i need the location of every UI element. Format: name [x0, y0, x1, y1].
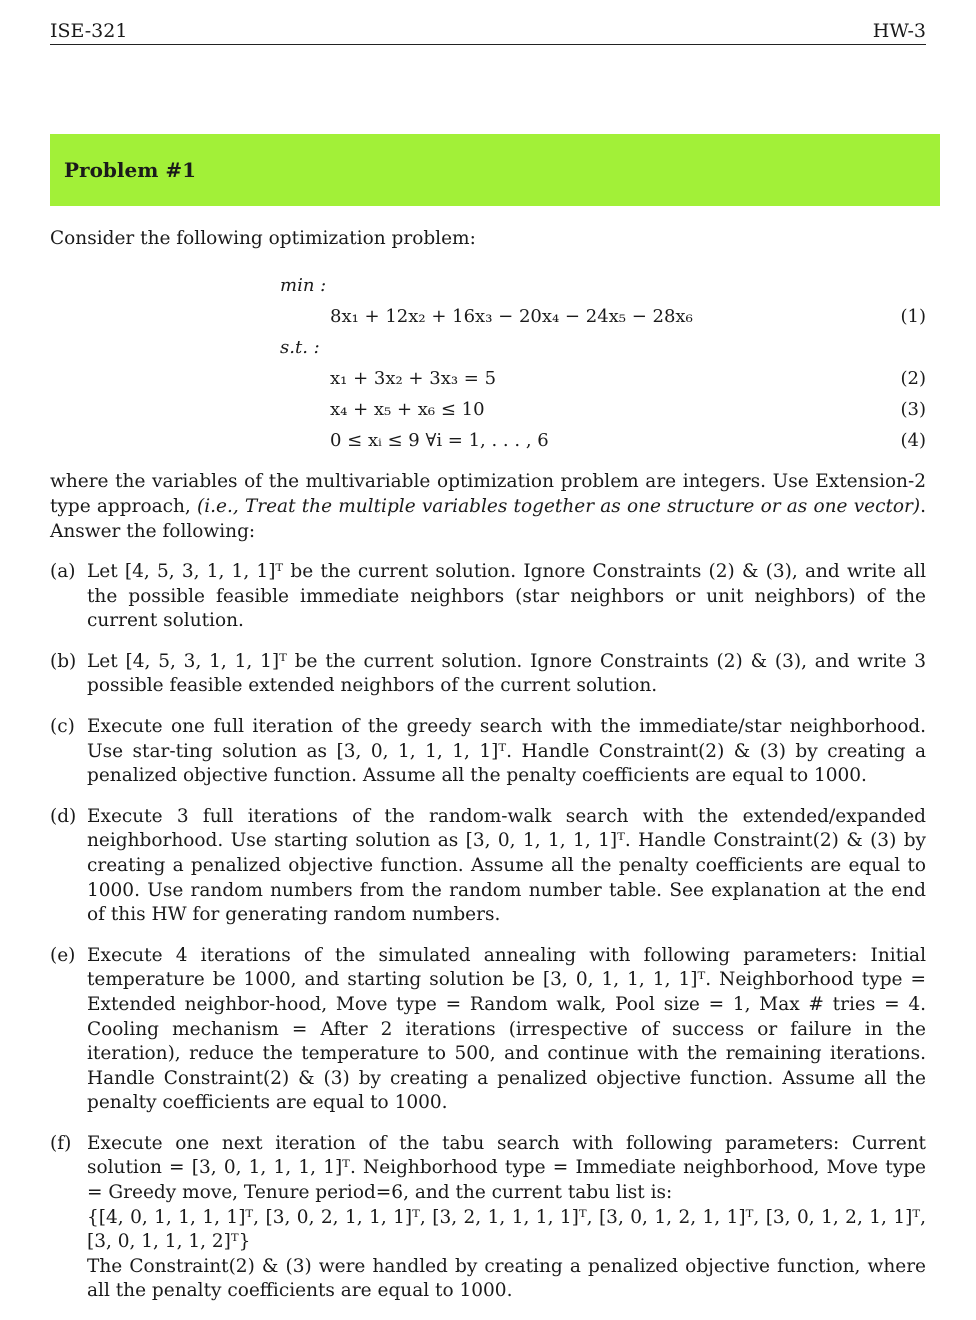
instructions-italic: (i.e., Treat the multiple variables together as one structure or as one vector) — [196, 496, 921, 517]
intro-text: Consider the following optimization problem: — [50, 228, 476, 249]
constraint-expr: x₁ + 3x₂ + 3x₃ = 5 — [330, 368, 497, 389]
eq-number: (1) — [900, 306, 926, 327]
question-item — [50, 715, 926, 789]
instructions-text: where the variables of the multivariable optimization problem are integers. Use Extension-2 type approach, — [50, 471, 926, 517]
constraint-expr: 0 ≤ xᵢ ≤ 9 ∀i = 1, . . . , 6 — [330, 430, 549, 451]
st-row — [280, 332, 926, 363]
question-text: Execute 4 iterations of the simulated annealing with following parameters: Initial temperature be 1000, and starting solution be [3, 0, 1, 1, 1, 1]ᵀ. Neighborhood type = Extended neighbor-hood, Move type = Random walk, Pool size = 1, Max # tries = 4. Cooling mechanism = After 2 iterations (irrespective of success or failure in the iteration), reduce the temperature to 500, and continue with the remaining iterations. Handle Constraint(2) & (3) by creating a penalized objective function. Assume all the penalty coefficients are equal to 1000. — [87, 944, 926, 1114]
question-item — [50, 1132, 926, 1304]
min-label: min : — [280, 275, 327, 296]
tabu-list: {[4, 0, 1, 1, 1, 1]ᵀ, [3, 0, 2, 1, 1, 1]ᵀ, [3, 2, 1, 1, 1, 1]ᵀ, [3, 0, 1, 2, 1, 1]ᵀ, [3, 0, 1, 2, 1, 1]ᵀ, [3, 0, 1, 1, 1, 2]ᵀ} — [87, 1206, 926, 1253]
eq-number: (3) — [900, 399, 926, 420]
eq-number: (2) — [900, 368, 926, 389]
problem-banner — [50, 134, 940, 206]
assignment-id: HW-3 — [872, 20, 926, 42]
question-label: (f) — [50, 1132, 72, 1154]
question-text: Let [4, 5, 3, 1, 1, 1]ᵀ be the current solution. Ignore Constraints (2) & (3), and write 3 possible feasible extended neighbors of the current solution. — [87, 650, 926, 697]
st-label: s.t. : — [280, 337, 320, 358]
page-header — [50, 20, 926, 45]
course-code: ISE-321 — [50, 20, 128, 42]
formulation — [280, 270, 926, 456]
constraint-row — [280, 363, 926, 394]
question-list — [50, 560, 926, 1320]
instructions-tail: . Answer the following: — [50, 496, 926, 542]
question-text: Execute one full iteration of the greedy search with the immediate/star neighborhood. Use star-ting solution as [3, 0, 1, 1, 1, 1]ᵀ. Handle Constraint(2) & (3) by creating a penalized objective function. Assume all the penalty coefficients are equal to 1000. — [87, 715, 926, 787]
constraint-row — [280, 425, 926, 456]
question-text: Execute 3 full iterations of the random-walk search with the extended/expanded neighborhood. Use starting solution as [3, 0, 1, 1, 1, 1]ᵀ. Handle Constraint(2) & (3) by creating a penalized objective function. Assume all the penalty coefficients are equal to 1000. Use random numbers from the random number table. See explanation at the end of this HW for generating random numbers. — [87, 805, 926, 926]
question-item — [50, 650, 926, 699]
constraint-expr: x₄ + x₅ + x₆ ≤ 10 — [330, 399, 485, 420]
constraint-row — [280, 394, 926, 425]
question-text: Let [4, 5, 3, 1, 1, 1]ᵀ be the current solution. Ignore Constraints (2) & (3), and write all the possible feasible immediate neighbors (star neighbors or unit neighbors) of the current solution. — [87, 561, 926, 632]
problem-title: Problem #1 — [64, 158, 197, 182]
eq-number: (4) — [900, 430, 926, 451]
question-item — [50, 560, 926, 634]
question-label: (d) — [50, 805, 77, 827]
instructions-paragraph — [50, 469, 926, 544]
question-item — [50, 805, 926, 928]
question-label: (e) — [50, 944, 76, 966]
objective-expr: 8x₁ + 12x₂ + 16x₃ − 20x₄ − 24x₅ − 28x₆ — [330, 306, 693, 327]
question-label: (c) — [50, 715, 75, 737]
question-item — [50, 944, 926, 1116]
question-label: (b) — [50, 650, 77, 672]
min-row — [280, 270, 926, 301]
question-label: (a) — [50, 561, 76, 582]
question-tail: The Constraint(2) & (3) were handled by creating a penalized objective function, where all the penalty coefficients are equal to 1000. — [87, 1255, 926, 1302]
objective-row — [280, 301, 926, 332]
question-text: Execute one next iteration of the tabu search with following parameters: Current solution = [3, 0, 1, 1, 1, 1]ᵀ. Neighborhood type = Immediate neighborhood, Move type = Greedy move, Tenure period=6, and the current tabu list is: — [87, 1132, 926, 1204]
